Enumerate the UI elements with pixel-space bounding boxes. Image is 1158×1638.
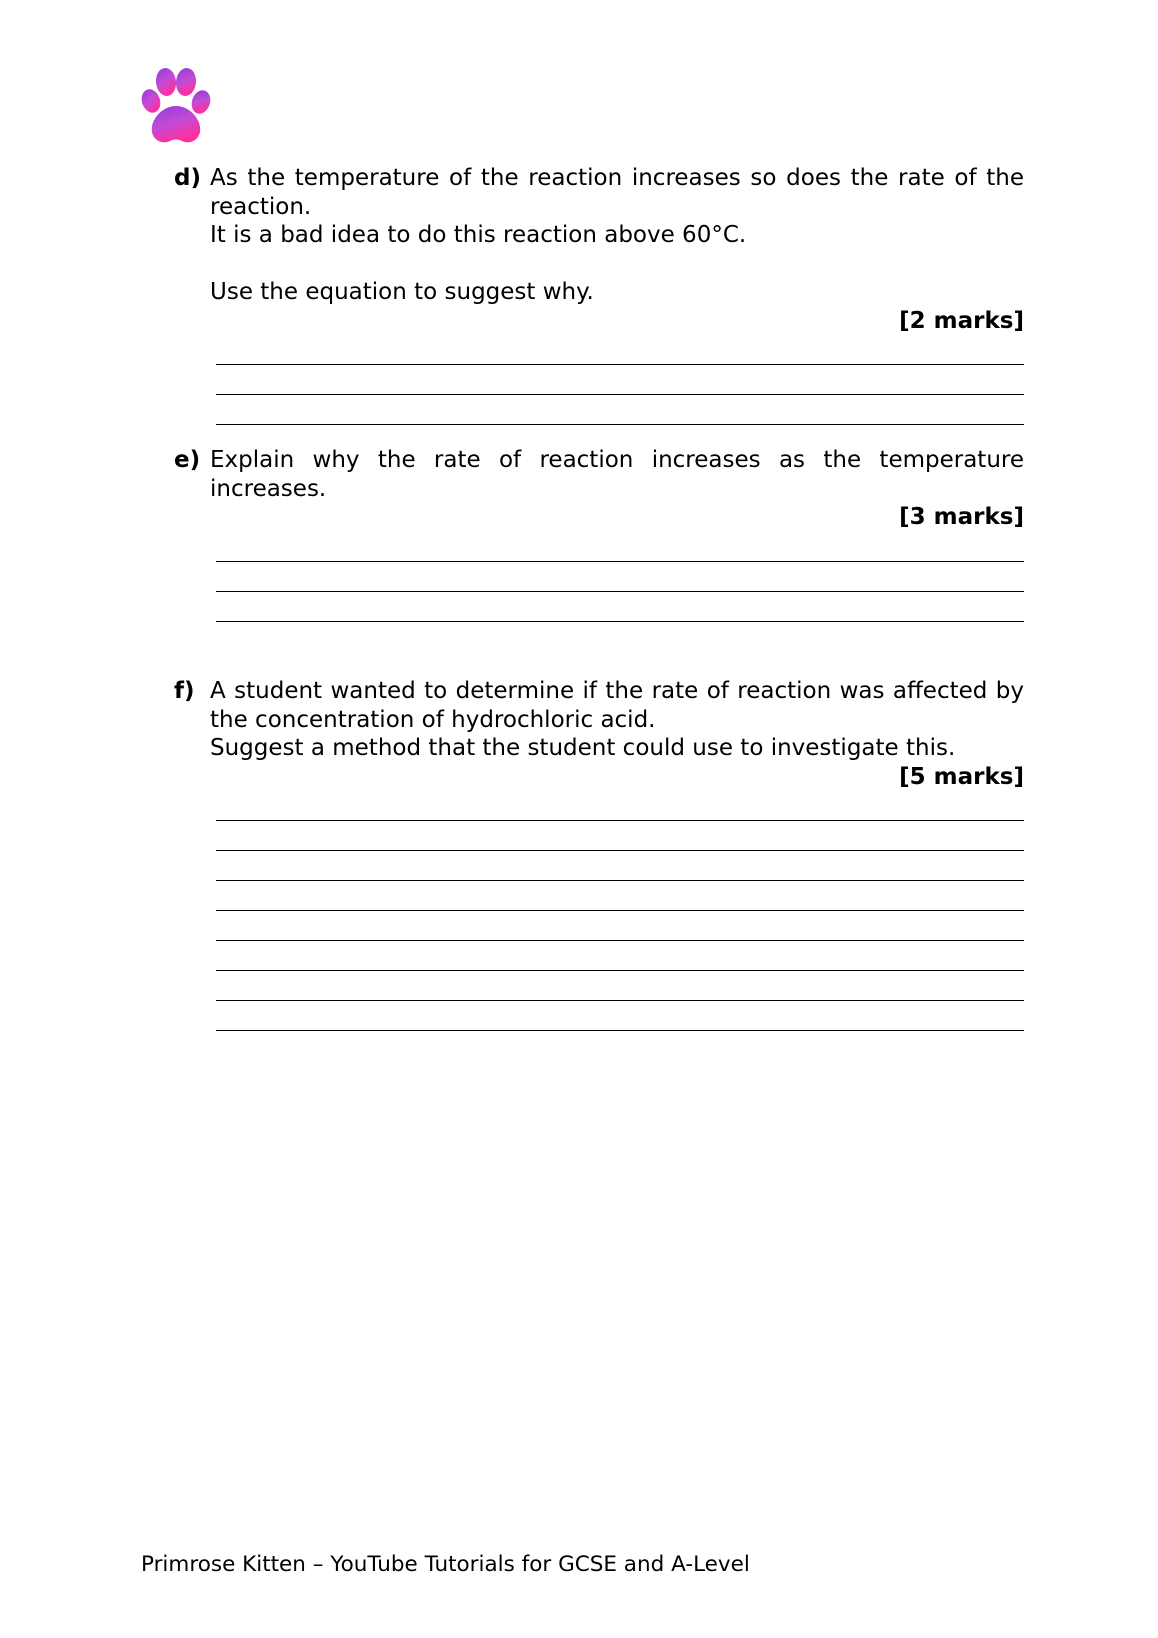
question-label: f) xyxy=(174,678,195,704)
question-f xyxy=(174,677,1024,1031)
question-text: A student wanted to determine if the rate of reaction was affected by the concentration of hydrochloric acid. xyxy=(210,678,1024,733)
answer-line[interactable] xyxy=(216,911,1024,941)
page-footer: Primrose Kitten – YouTube Tutorials for GCSE and A-Level xyxy=(141,1552,750,1577)
answer-line[interactable] xyxy=(216,881,1024,911)
answer-line[interactable] xyxy=(216,941,1024,971)
answer-lines[interactable] xyxy=(216,335,1024,425)
marks-label: [2 marks] xyxy=(899,307,1024,334)
answer-lines[interactable] xyxy=(216,532,1024,622)
answer-line[interactable] xyxy=(216,532,1024,562)
answer-line[interactable] xyxy=(216,365,1024,395)
question-text: Suggest a method that the student could use to investigate this. xyxy=(210,735,956,761)
answer-line[interactable] xyxy=(216,851,1024,881)
question-e xyxy=(174,446,1024,622)
answer-line[interactable] xyxy=(216,971,1024,1001)
question-text: As the temperature of the reaction increases so does the rate of the reaction. xyxy=(210,165,1024,220)
question-text: Explain why the rate of reaction increases as the temperature increases. xyxy=(210,447,1024,502)
question-label: e) xyxy=(174,447,201,473)
paw-print-icon xyxy=(140,66,212,148)
answer-line[interactable] xyxy=(216,335,1024,365)
question-text: Use the equation to suggest why. xyxy=(210,279,594,305)
answer-line[interactable] xyxy=(216,562,1024,592)
answer-line[interactable] xyxy=(216,1001,1024,1031)
question-text: It is a bad idea to do this reaction above 60°C. xyxy=(210,222,747,248)
marks-label: [3 marks] xyxy=(899,504,1024,530)
answer-line[interactable] xyxy=(216,395,1024,425)
answer-line[interactable] xyxy=(216,592,1024,622)
answer-line[interactable] xyxy=(216,821,1024,851)
answer-lines[interactable] xyxy=(216,791,1024,1031)
question-d xyxy=(174,164,1024,425)
marks-label: [5 marks] xyxy=(899,763,1024,790)
answer-line[interactable] xyxy=(216,791,1024,821)
question-label: d) xyxy=(174,165,201,191)
